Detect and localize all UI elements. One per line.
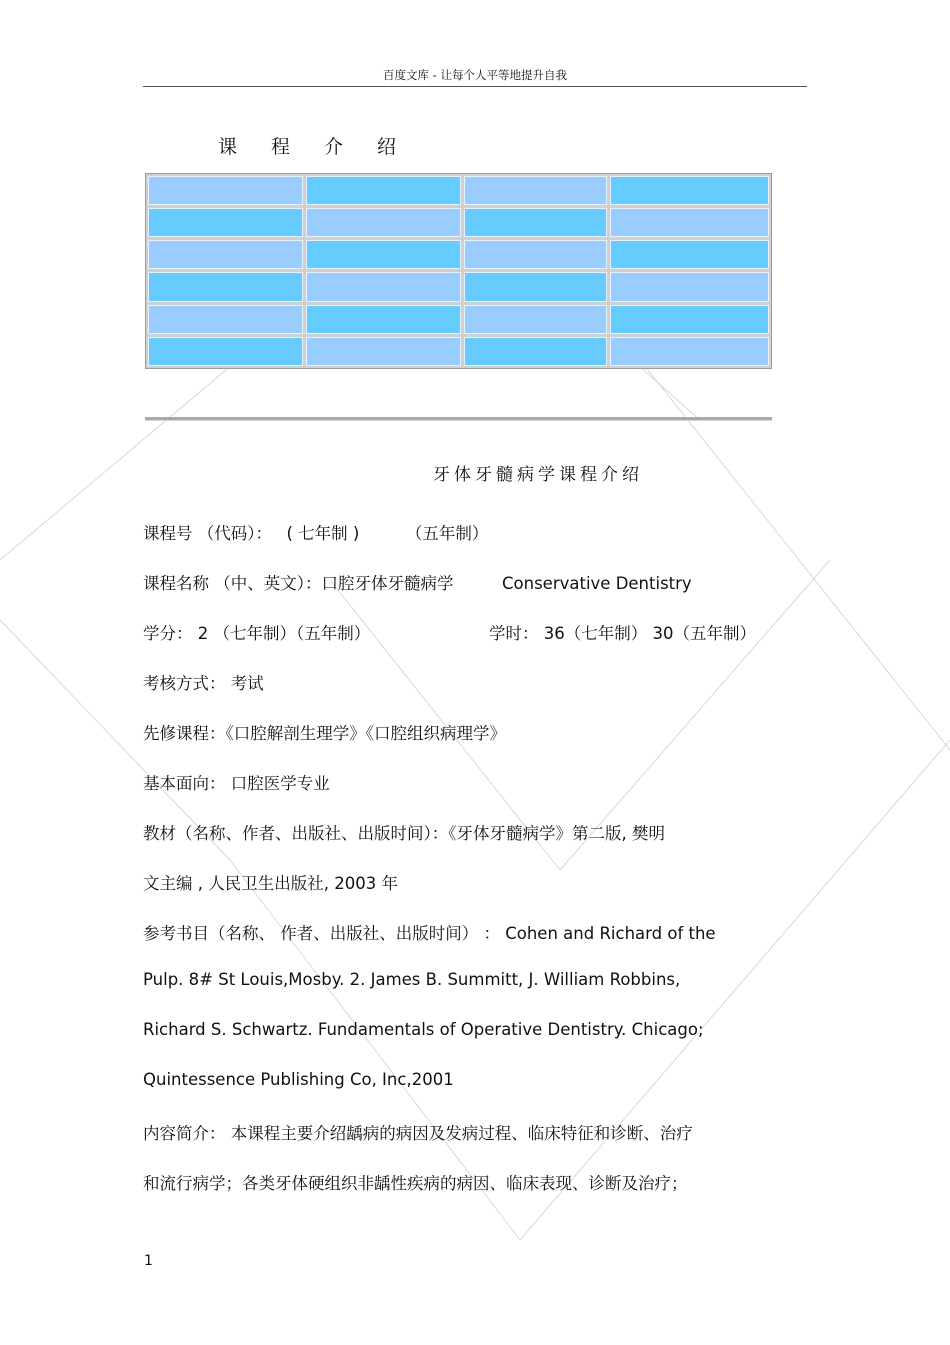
page-header [143, 66, 807, 87]
table-cell [464, 272, 607, 301]
page-number: 1 [144, 1253, 153, 1269]
course-name-en: Conservative Dentistry [502, 574, 692, 593]
table-cell [148, 272, 303, 301]
reference-line-4: Quintessence Publishing Co, Inc,2001 [143, 1070, 454, 1089]
table-cell [610, 272, 769, 301]
prerequisite-line: 先修课程：《口腔解剖生理学》《口腔组织病理学》 [143, 724, 506, 743]
table-cell [148, 176, 303, 205]
table-cell [306, 337, 461, 366]
table-cell [306, 208, 461, 237]
summary-line-1: 内容简介： 本课程主要介绍龋病的病因及发病过程、临床特征和诊断、治疗 [143, 1124, 693, 1143]
reference-line-3: Richard S. Schwartz. Fundamentals of Operative Dentistry. Chicago; [143, 1020, 704, 1039]
table-cell [148, 337, 303, 366]
course-name-cn: 口腔牙体牙髓病学 [321, 574, 454, 593]
document-title: 牙体牙髓病学课程介绍 [433, 465, 643, 485]
reference-line-2: Pulp. 8# St Louis,Mosby. 2. James B. Summitt, J. William Robbins, [143, 970, 681, 989]
reference-line-1: 参考书目（名称、 作者、出版社、出版时间） ： Cohen and Richard of the [143, 924, 716, 943]
textbook-line-2: 文主编 , 人民卫生出版社, 2003 年 [143, 874, 398, 893]
audience-line: 基本面向： 口腔医学专业 [143, 774, 330, 793]
horizontal-rule [145, 417, 772, 421]
table-cell [306, 305, 461, 334]
table-cell [464, 337, 607, 366]
table-cell [610, 176, 769, 205]
credit-text: 学分： 2 （七年制）（五年制） [143, 624, 371, 643]
table-cell [148, 305, 303, 334]
hours-text: 学时： 36（七年制） 30（五年制） [489, 624, 756, 643]
table-cell [464, 305, 607, 334]
table-cell [610, 208, 769, 237]
table-cell [610, 305, 769, 334]
section-title: 课程介绍 [218, 136, 431, 158]
course-name-line [143, 570, 692, 594]
table-cell [464, 176, 607, 205]
assessment-line: 考核方式： 考试 [143, 674, 264, 693]
course-code-five-year: （五年制） [405, 524, 489, 543]
hours-line [489, 620, 756, 644]
table-cell [306, 240, 461, 269]
header-text: 百度文库 - 让每个人平等地提升自我 [383, 68, 567, 82]
table-cell [148, 208, 303, 237]
credit-line [143, 620, 370, 644]
table-cell [464, 240, 607, 269]
textbook-line-1: 教材（名称、作者、出版社、出版时间）：《牙体牙髓病学》第二版, 樊明 [143, 824, 665, 843]
color-table [145, 173, 772, 369]
course-code-label: 课程号 （代码）： [143, 524, 272, 543]
course-name-label: 课程名称 （中、英文）： [143, 574, 322, 593]
table-cell [306, 272, 461, 301]
summary-line-2: 和流行病学；各类牙体硬组织非龋性疾病的病因、临床表现、诊断及治疗； [143, 1174, 688, 1193]
table-cell [306, 176, 461, 205]
table-cell [148, 240, 303, 269]
course-code-line [143, 520, 488, 544]
table-cell [610, 337, 769, 366]
table-cell [610, 240, 769, 269]
course-code-seven-year: ( 七年制 ) [286, 524, 360, 543]
table-cell [464, 208, 607, 237]
